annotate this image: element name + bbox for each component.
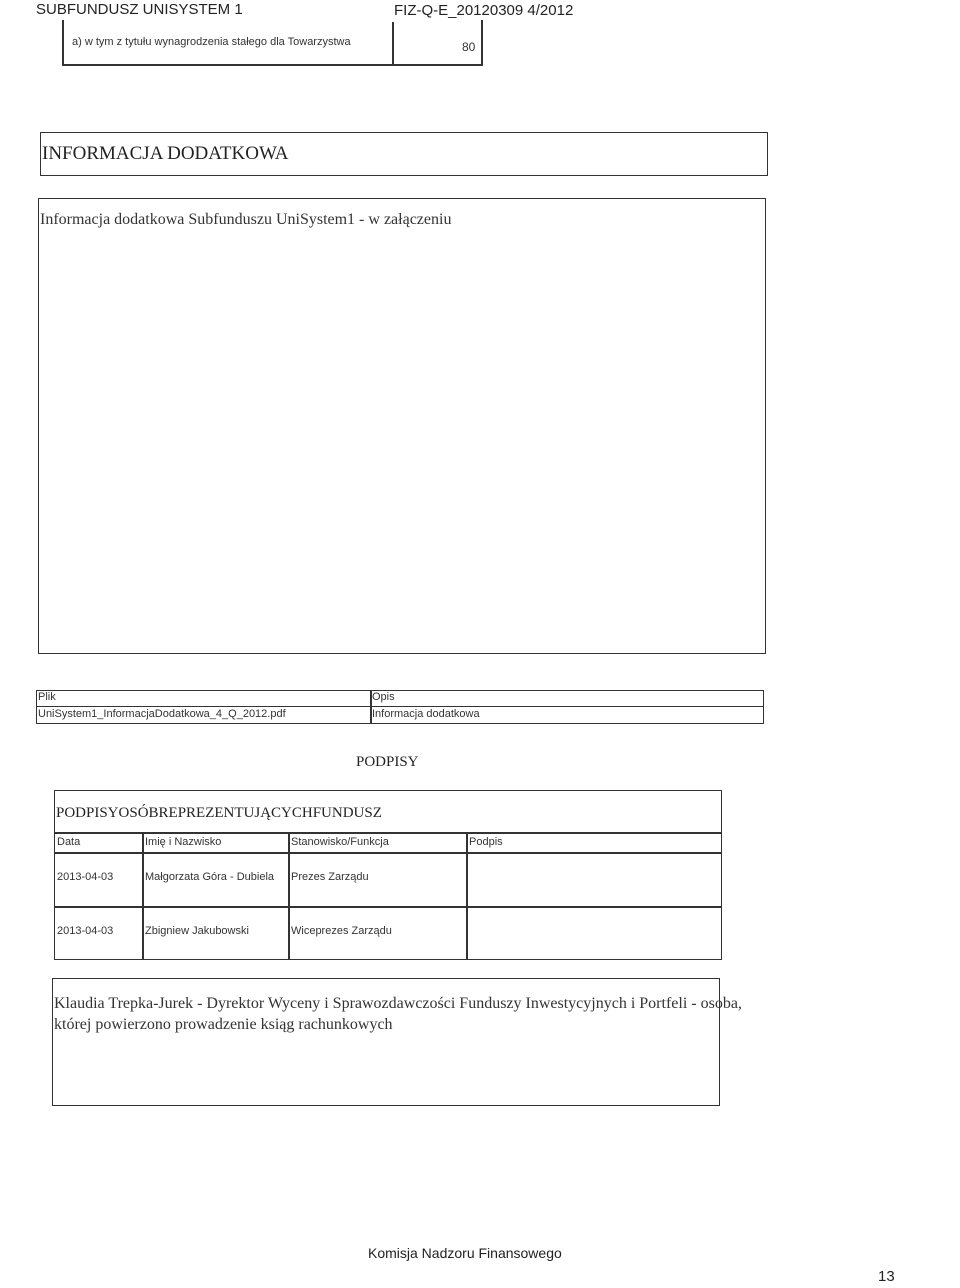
top-row-bottom-border <box>62 64 482 66</box>
table-header-position: Stanowisko/Funkcja <box>291 836 389 848</box>
signer-note-line-1: Klaudia Trepka-Jurek - Dyrektor Wyceny i Sprawozdawczości Funduszy Inwestycyjnych i Portfeli - osoba, <box>54 995 742 1012</box>
table-col-divider-3 <box>466 832 468 960</box>
table-row-1-name: Małgorzata Góra - Dubiela <box>145 871 275 883</box>
signer-note-line-2: której powierzono prowadzenie ksiąg rachunkowych <box>54 1016 393 1033</box>
header-right: FIZ-Q-E_20120309 4/2012 <box>394 2 574 19</box>
top-row-label: a) w tym z tytułu wynagrodzenia stałego dla Towarzystwa <box>72 36 351 48</box>
page-number: 13 <box>878 1268 895 1285</box>
table-header-name: Imię i Nazwisko <box>145 836 222 848</box>
top-row-left-border <box>62 20 64 66</box>
table-row-2-date: 2013-04-03 <box>57 925 114 937</box>
top-row-right-border <box>481 20 483 66</box>
top-row-divider <box>392 22 394 66</box>
header-left: SUBFUNDUSZ UNISYSTEM 1 <box>36 1 243 18</box>
attachment-row-divider <box>36 706 764 707</box>
top-row-value: 80 <box>462 40 476 54</box>
info-content-box <box>38 198 766 654</box>
table-row-1-date: 2013-04-03 <box>57 871 114 883</box>
table-col-divider-2 <box>288 832 290 960</box>
table-header-signature: Podpis <box>469 836 503 848</box>
signatures-heading: PODPISY <box>356 754 419 770</box>
table-row-1-position: Prezes Zarządu <box>291 871 369 883</box>
footer-text: Komisja Nadzoru Finansowego <box>368 1245 562 1261</box>
table-row-2-name: Zbigniew Jakubowski <box>145 925 249 937</box>
signatures-box-title: PODPISYOSÓBREPREZENTUJĄCYCHFUNDUSZ <box>56 805 382 821</box>
info-text: Informacja dodatkowa Subfunduszu UniSystem1 - w załączeniu <box>40 211 452 228</box>
table-header-date: Data <box>57 836 81 848</box>
attachment-file-header: Plik <box>38 691 56 703</box>
attachment-desc-header: Opis <box>372 691 395 703</box>
table-col-divider-1 <box>142 832 144 960</box>
table-header-top <box>54 832 722 834</box>
table-row-divider <box>54 906 722 908</box>
table-header-bottom <box>54 852 722 854</box>
table-row-2-position: Wiceprezes Zarządu <box>291 925 392 937</box>
info-title: INFORMACJA DODATKOWA <box>42 143 289 164</box>
attachment-file-name[interactable]: UniSystem1_InformacjaDodatkowa_4_Q_2012.pdf <box>38 708 286 720</box>
attachment-desc-value: Informacja dodatkowa <box>372 708 480 720</box>
